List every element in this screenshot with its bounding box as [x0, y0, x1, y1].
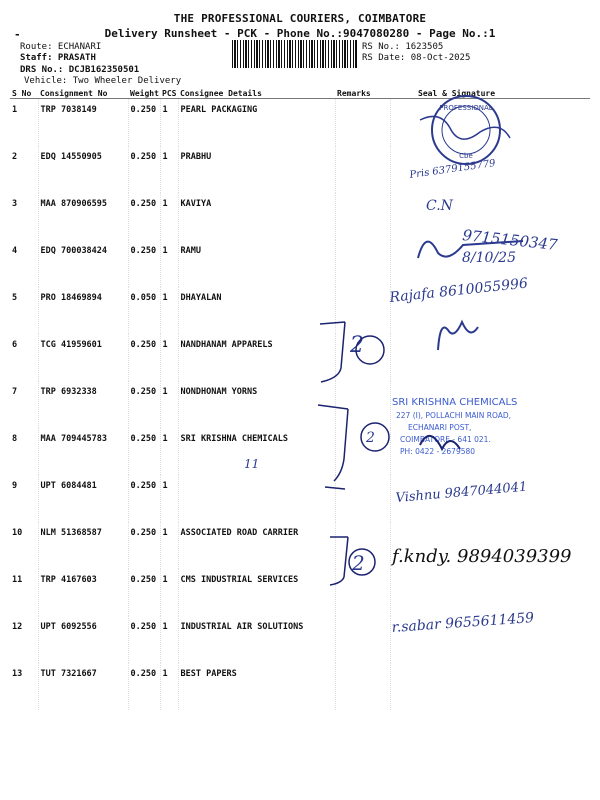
- row-signature: [390, 287, 590, 334]
- seal-text: PROFESSIONAL: [439, 104, 493, 112]
- row-signature: [390, 381, 590, 428]
- page-subtitle: Delivery Runsheet - PCK - Phone No.:9047080280 - Page No.:1: [104, 27, 496, 40]
- table-row: [10, 522, 590, 569]
- row-pcs: 1: [160, 663, 178, 710]
- row-remarks: [335, 428, 390, 475]
- row-signature: [390, 663, 590, 710]
- row-sno: 12: [10, 616, 38, 663]
- table-row: [10, 616, 590, 663]
- row-consignee: [178, 475, 335, 522]
- seal-text: Cbe: [459, 152, 473, 160]
- col-signature: Seal & Signature: [390, 88, 590, 99]
- row-consignee: PEARL PACKAGING: [178, 99, 335, 147]
- page-title: THE PROFESSIONAL COURIERS, COIMBATORE: [173, 12, 427, 25]
- row-pcs: 1: [160, 381, 178, 428]
- row-weight: 0.250: [128, 428, 160, 475]
- row-consignee: KAVIYA: [178, 193, 335, 240]
- row-consignment: TRP 6932338: [38, 381, 128, 428]
- handwriting-r4-date: 8/10/25: [462, 250, 516, 266]
- table-row: [10, 287, 590, 334]
- row-remarks: [335, 663, 390, 710]
- row-consignee: NONDHONAM YORNS: [178, 381, 335, 428]
- row-sno: 11: [10, 569, 38, 616]
- vehicle-text: Vehicle: Two Wheeler Delivery: [24, 76, 182, 86]
- row-weight: 0.050: [128, 287, 160, 334]
- row-consignment: TRP 7038149: [38, 99, 128, 147]
- staff-text: Staff: PRASATH: [20, 53, 96, 63]
- row-consignee: PRABHU: [178, 146, 335, 193]
- row-consignee: SRI KRISHNA CHEMICALS: [178, 428, 335, 475]
- rs-date-text: RS Date: 08-Oct-2025: [362, 53, 471, 63]
- row-remarks: [335, 522, 390, 569]
- runsheet-table: [10, 88, 590, 710]
- row-weight: 0.250: [128, 334, 160, 381]
- row-consignee: CMS INDUSTRIAL SERVICES: [178, 569, 335, 616]
- row-sno: 8: [10, 428, 38, 475]
- row-consignment: TRP 4167603: [38, 569, 128, 616]
- row-consignment: UPT 6084481: [38, 475, 128, 522]
- row-consignee: ASSOCIATED ROAD CARRIER: [178, 522, 335, 569]
- handwriting-r10: Vishnu 9847044041: [395, 479, 528, 506]
- bracket-count-2: 2: [350, 333, 364, 358]
- barcode: [232, 40, 357, 68]
- row-sno: 5: [10, 287, 38, 334]
- handwriting-r12: f.kndy. 9894039399: [392, 546, 572, 567]
- col-sno: S No: [10, 88, 38, 99]
- handwriting-r9: 11: [244, 457, 260, 471]
- handwriting-r13: r.sabar 9655611459: [391, 610, 535, 636]
- row-sno: 9: [10, 475, 38, 522]
- stamp-line: ECHANARI POST,: [408, 423, 472, 432]
- bracket-count-2c: 2: [352, 551, 365, 575]
- table-header-row: [10, 88, 590, 99]
- table-row: [10, 334, 590, 381]
- row-consignment: EDQ 14550905: [38, 146, 128, 193]
- row-weight: 0.250: [128, 240, 160, 287]
- row-consignment: EDQ 700038424: [38, 240, 128, 287]
- route-text: Route: ECHANARI: [20, 42, 102, 52]
- row-sno: 4: [10, 240, 38, 287]
- row-signature: [390, 522, 590, 569]
- row-weight: 0.250: [128, 522, 160, 569]
- row-pcs: 1: [160, 428, 178, 475]
- table-row: [10, 193, 590, 240]
- row-sno: 7: [10, 381, 38, 428]
- row-weight: 0.250: [128, 616, 160, 663]
- dash-mark: -: [14, 28, 21, 41]
- row-weight: 0.250: [128, 381, 160, 428]
- row-sno: 3: [10, 193, 38, 240]
- row-remarks: [335, 569, 390, 616]
- handwriting-r5: Rajafa 8610055996: [388, 275, 529, 306]
- row-pcs: 1: [160, 334, 178, 381]
- col-weight: Weight: [130, 88, 159, 98]
- row-signature: [390, 475, 590, 522]
- row-pcs: 1: [160, 522, 178, 569]
- stamp-line: PH: 0422 - 2679580: [400, 447, 476, 456]
- row-consignment: NLM 51368587: [38, 522, 128, 569]
- row-consignee: DHAYALAN: [178, 287, 335, 334]
- table-row: [10, 569, 590, 616]
- col-consignee: Consignee Details: [178, 88, 335, 99]
- row-signature: [390, 146, 590, 193]
- row-remarks: [335, 475, 390, 522]
- row-pcs: 1: [160, 193, 178, 240]
- row-signature: [390, 240, 590, 287]
- drs-text: DRS No.: DCJB162350501: [20, 65, 140, 75]
- row-weight: 0.250: [128, 193, 160, 240]
- row-remarks: [335, 616, 390, 663]
- row-consignment: MAA 870906595: [38, 193, 128, 240]
- bracket-count-2b: 2: [366, 430, 375, 446]
- row-remarks: [335, 287, 390, 334]
- table-row: [10, 428, 590, 475]
- row-signature: [390, 428, 590, 475]
- row-remarks: [335, 381, 390, 428]
- row-consignment: PRO 18469894: [38, 287, 128, 334]
- row-remarks: [335, 99, 390, 147]
- row-sno: 1: [10, 99, 38, 147]
- handwriting-r3: C.N: [426, 198, 453, 214]
- stamp-line: 227 (I), POLLACHI MAIN ROAD,: [396, 411, 512, 420]
- row-sno: 10: [10, 522, 38, 569]
- row-consignee: INDUSTRIAL AIR SOLUTIONS: [178, 616, 335, 663]
- row-pcs: 1: [160, 287, 178, 334]
- row-remarks: [335, 334, 390, 381]
- row-consignment: UPT 6092556: [38, 616, 128, 663]
- row-signature: [390, 334, 590, 381]
- row-consignee: RAMU: [178, 240, 335, 287]
- stamp-line: SRI KRISHNA CHEMICALS: [392, 397, 518, 408]
- row-remarks: [335, 193, 390, 240]
- col-consignment: Consignment No: [38, 88, 128, 99]
- row-pcs: 1: [160, 146, 178, 193]
- row-pcs: 1: [160, 475, 178, 522]
- table-row: [10, 240, 590, 287]
- handwriting-r4-phone: 9715150347: [461, 226, 559, 254]
- col-remarks: Remarks: [335, 88, 390, 99]
- row-remarks: [335, 240, 390, 287]
- row-sno: 13: [10, 663, 38, 710]
- row-sno: 6: [10, 334, 38, 381]
- stamp-line: COIMBATORE - 641 021.: [400, 435, 491, 444]
- row-weight: 0.250: [128, 99, 160, 147]
- row-signature: [390, 616, 590, 663]
- row-signature: [390, 569, 590, 616]
- row-consignee: BEST PAPERS: [178, 663, 335, 710]
- row-consignment: MAA 709445783: [38, 428, 128, 475]
- row-signature: [390, 193, 590, 240]
- rs-no-text: RS No.: 1623505: [362, 42, 444, 52]
- row-weight: 0.250: [128, 663, 160, 710]
- row-weight: 0.250: [128, 146, 160, 193]
- row-pcs: 1: [160, 240, 178, 287]
- row-pcs: 1: [160, 569, 178, 616]
- handwriting-r2: Pris 6379155779: [408, 158, 497, 181]
- table-row: [10, 146, 590, 193]
- table-row: [10, 99, 590, 147]
- row-weight: 0.250: [128, 569, 160, 616]
- row-consignment: TCG 41959601: [38, 334, 128, 381]
- row-pcs: 1: [160, 99, 178, 147]
- col-pcs: PCS: [162, 88, 177, 98]
- row-weight: 0.250: [128, 475, 160, 522]
- row-consignee: NANDHANAM APPARELS: [178, 334, 335, 381]
- table-row: [10, 381, 590, 428]
- table-row: [10, 475, 590, 522]
- row-consignment: TUT 7321667: [38, 663, 128, 710]
- table-row: [10, 663, 590, 710]
- row-signature: [390, 99, 590, 147]
- row-sno: 2: [10, 146, 38, 193]
- row-remarks: [335, 146, 390, 193]
- row-pcs: 1: [160, 616, 178, 663]
